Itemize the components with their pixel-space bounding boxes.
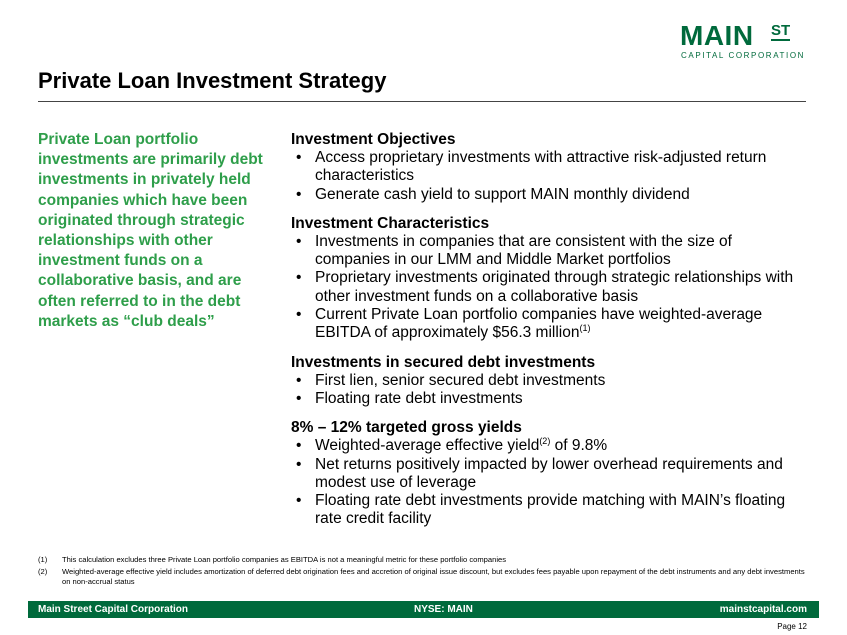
bullet-item: • Net returns positively impacted by lower overhead requirements and modest use of leverage <box>296 455 783 491</box>
bullet-item: • Current Private Loan portfolio companies have weighted-average EBITDA of approximately $56.3 million$^{(1)}$ <box>296 306 763 342</box>
footnote-ref: (2) <box>539 436 551 447</box>
section-investment-characteristics <box>291 214 806 343</box>
page-number: Page 12 <box>777 622 807 631</box>
footer-company: Main Street Capital Corporation <box>38 604 189 615</box>
title-divider <box>38 101 806 102</box>
bullet-item: • Investments in companies that are consistent with the size of companies in our LMM and Middle Market portfolios <box>296 232 732 269</box>
logo-subtitle: CAPITAL CORPORATION <box>681 51 806 60</box>
bullet-item: • Floating rate debt investments provide matching with MAIN’s floating rate credit facility <box>296 492 786 528</box>
footer-website: mainstcapital.com <box>719 604 807 615</box>
bullet-item: • First lien, senior secured debt investments <box>296 371 606 389</box>
bullet-list <box>291 372 806 409</box>
bullet-list <box>291 233 806 343</box>
logo-main-text: MAIN <box>680 20 754 51</box>
footnote-ref: (1) <box>579 323 591 334</box>
footnote: (2) Weighted-average effective yield includes amortization of deferred debt origination fees and accretion of original issue discount, but excludes fees payable upon repayment of the debt instruments and any debt investments on non-accrual status <box>38 567 805 586</box>
footer-bar <box>28 601 819 618</box>
logo-st-text: ST <box>771 22 791 39</box>
bullet-list <box>291 437 806 528</box>
bullet-item: • Access proprietary investments with attractive risk-adjusted return characteristics <box>296 149 767 185</box>
section-heading: Investment Characteristics <box>291 214 490 232</box>
page-title: Private Loan Investment Strategy <box>38 68 387 93</box>
section-heading: Investment Objectives <box>291 131 456 148</box>
company-logo <box>680 22 804 62</box>
footnote: (1) This calculation excludes three Private Loan portfolio companies as EBITDA is not a meaningful metric for these portfolio companies <box>38 555 507 564</box>
footnotes <box>38 555 808 589</box>
section-heading: Investments in secured debt investments <box>291 353 596 371</box>
bullet-item: • Floating rate debt investments <box>296 389 523 407</box>
bullet-list <box>291 149 806 204</box>
bullet-item: • Weighted-average effective yield$^{(2)}$ of 9.8% <box>296 436 608 455</box>
section-targeted-yields <box>291 418 806 528</box>
section-investment-objectives <box>291 130 806 204</box>
section-heading: 8% – 12% targeted gross yields <box>291 419 522 437</box>
strategy-sections <box>291 130 806 539</box>
bullet-item: • Proprietary investments originated through strategic relationships with other investment funds on a collaborative basis <box>296 269 794 305</box>
section-secured-debt <box>291 353 806 409</box>
callout-text: Private Loan portfolio investments are primarily debt investments in privately held companies which have been originated through strategic relationships with other investment funds on a collaborative basis, and are often referred to in the debt markets as “club deals” <box>38 131 263 330</box>
footer-ticker: NYSE: MAIN <box>414 604 473 615</box>
bullet-item: • Generate cash yield to support MAIN monthly dividend <box>296 185 690 203</box>
